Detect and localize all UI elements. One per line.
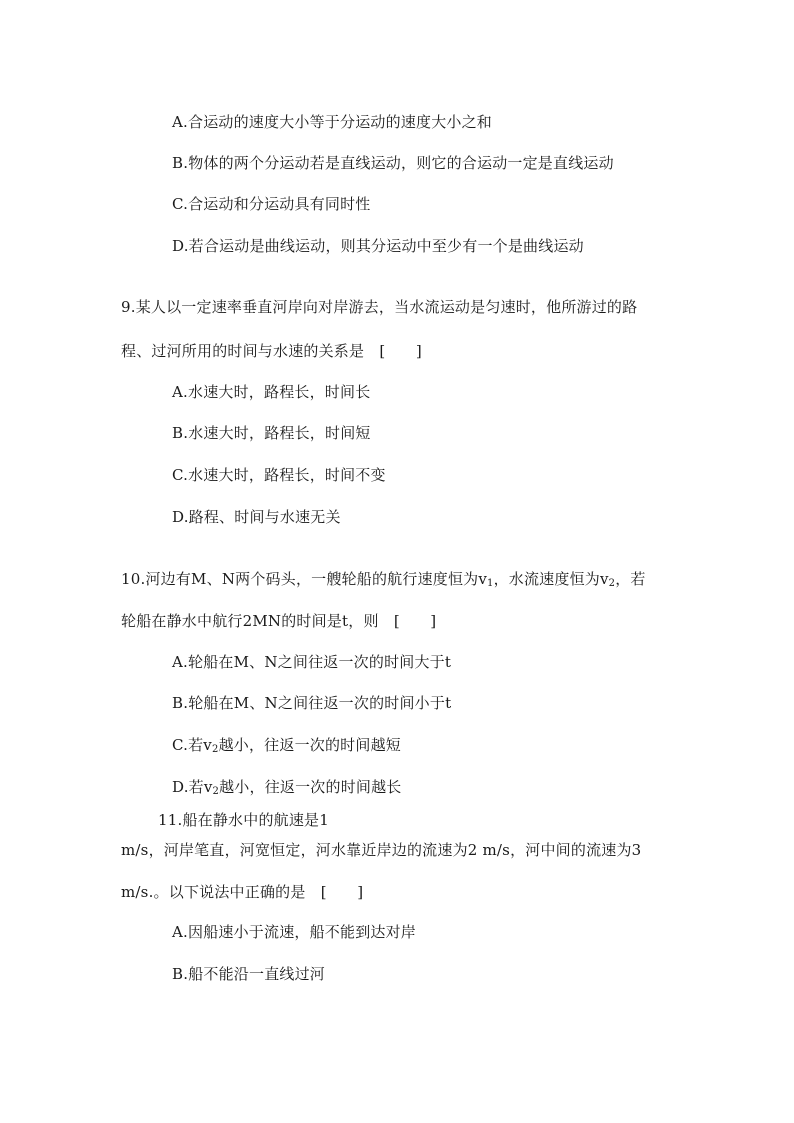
q11-stem-line2: m/s，河岸笔直，河宽恒定，河水靠近岸边的流速为2 m/s，河中间的流速为3 xyxy=(121,841,642,859)
q9-option-a: A.水速大时，路程长，时间长 xyxy=(172,383,371,401)
q8-option-c: C.合运动和分运动具有同时性 xyxy=(172,195,371,213)
q9-stem-line1: 9.某人以一定速率垂直河岸向对岸游去，当水流运动是匀速时，他所游过的路 xyxy=(121,298,638,316)
q10-subscript-1: 1 xyxy=(487,578,494,589)
q10-stem-line2: 轮船在静水中航行2MN的时间是t，则 [ ] xyxy=(121,612,437,630)
q10-option-b: B.轮船在M、N之间往返一次的时间小于t xyxy=(172,694,452,712)
q10-option-c xyxy=(172,735,401,755)
q9-option-c: C.水速大时，路程长，时间不变 xyxy=(172,466,386,484)
q8-option-b: B.物体的两个分运动若是直线运动，则它的合运动一定是直线运动 xyxy=(172,154,614,172)
q10-option-c-post: 越小，往返一次的时间越短 xyxy=(218,736,401,754)
q10-stem-text-a: 10.河边有M、N两个码头，一艘轮船的航行速度恒为v xyxy=(121,570,488,588)
q11-option-b: B.船不能沿一直线过河 xyxy=(172,965,325,983)
q8-option-a: A.合运动的速度大小等于分运动的速度大小之和 xyxy=(172,113,493,131)
q10-option-c-pre: C.若v xyxy=(172,736,212,754)
q11-option-a: A.因船速小于流速，船不能到达对岸 xyxy=(172,923,417,941)
q10-subscript-2: 2 xyxy=(608,578,616,589)
q10-option-d-post: 越小，往返一次的时间越长 xyxy=(219,778,402,796)
q11-stem-line3: m/s.。以下说法中正确的是 [ ] xyxy=(121,883,364,901)
q10-option-d-pre: D.若v xyxy=(172,778,213,796)
q10-stem-text-b: ，水流速度恒为v xyxy=(493,570,609,588)
q9-stem-line2: 程、过河所用的时间与水速的关系是 [ ] xyxy=(121,342,422,360)
q9-option-b: B.水速大时，路程长，时间短 xyxy=(172,424,371,442)
q10-stem-line1 xyxy=(121,569,646,589)
q11-stem-line1: 11.船在静水中的航速是1 xyxy=(158,811,329,829)
q10-stem-text-c: ，若 xyxy=(615,570,646,588)
q10-option-a: A.轮船在M、N之间往返一次的时间大于t xyxy=(172,653,452,671)
q10-option-d xyxy=(172,777,402,797)
q8-option-d: D.若合运动是曲线运动，则其分运动中至少有一个是曲线运动 xyxy=(172,237,584,255)
q10-option-c-subscript: 2 xyxy=(212,744,219,755)
q9-option-d: D.路程、时间与水速无关 xyxy=(172,508,341,526)
q10-option-d-subscript: 2 xyxy=(212,786,220,797)
